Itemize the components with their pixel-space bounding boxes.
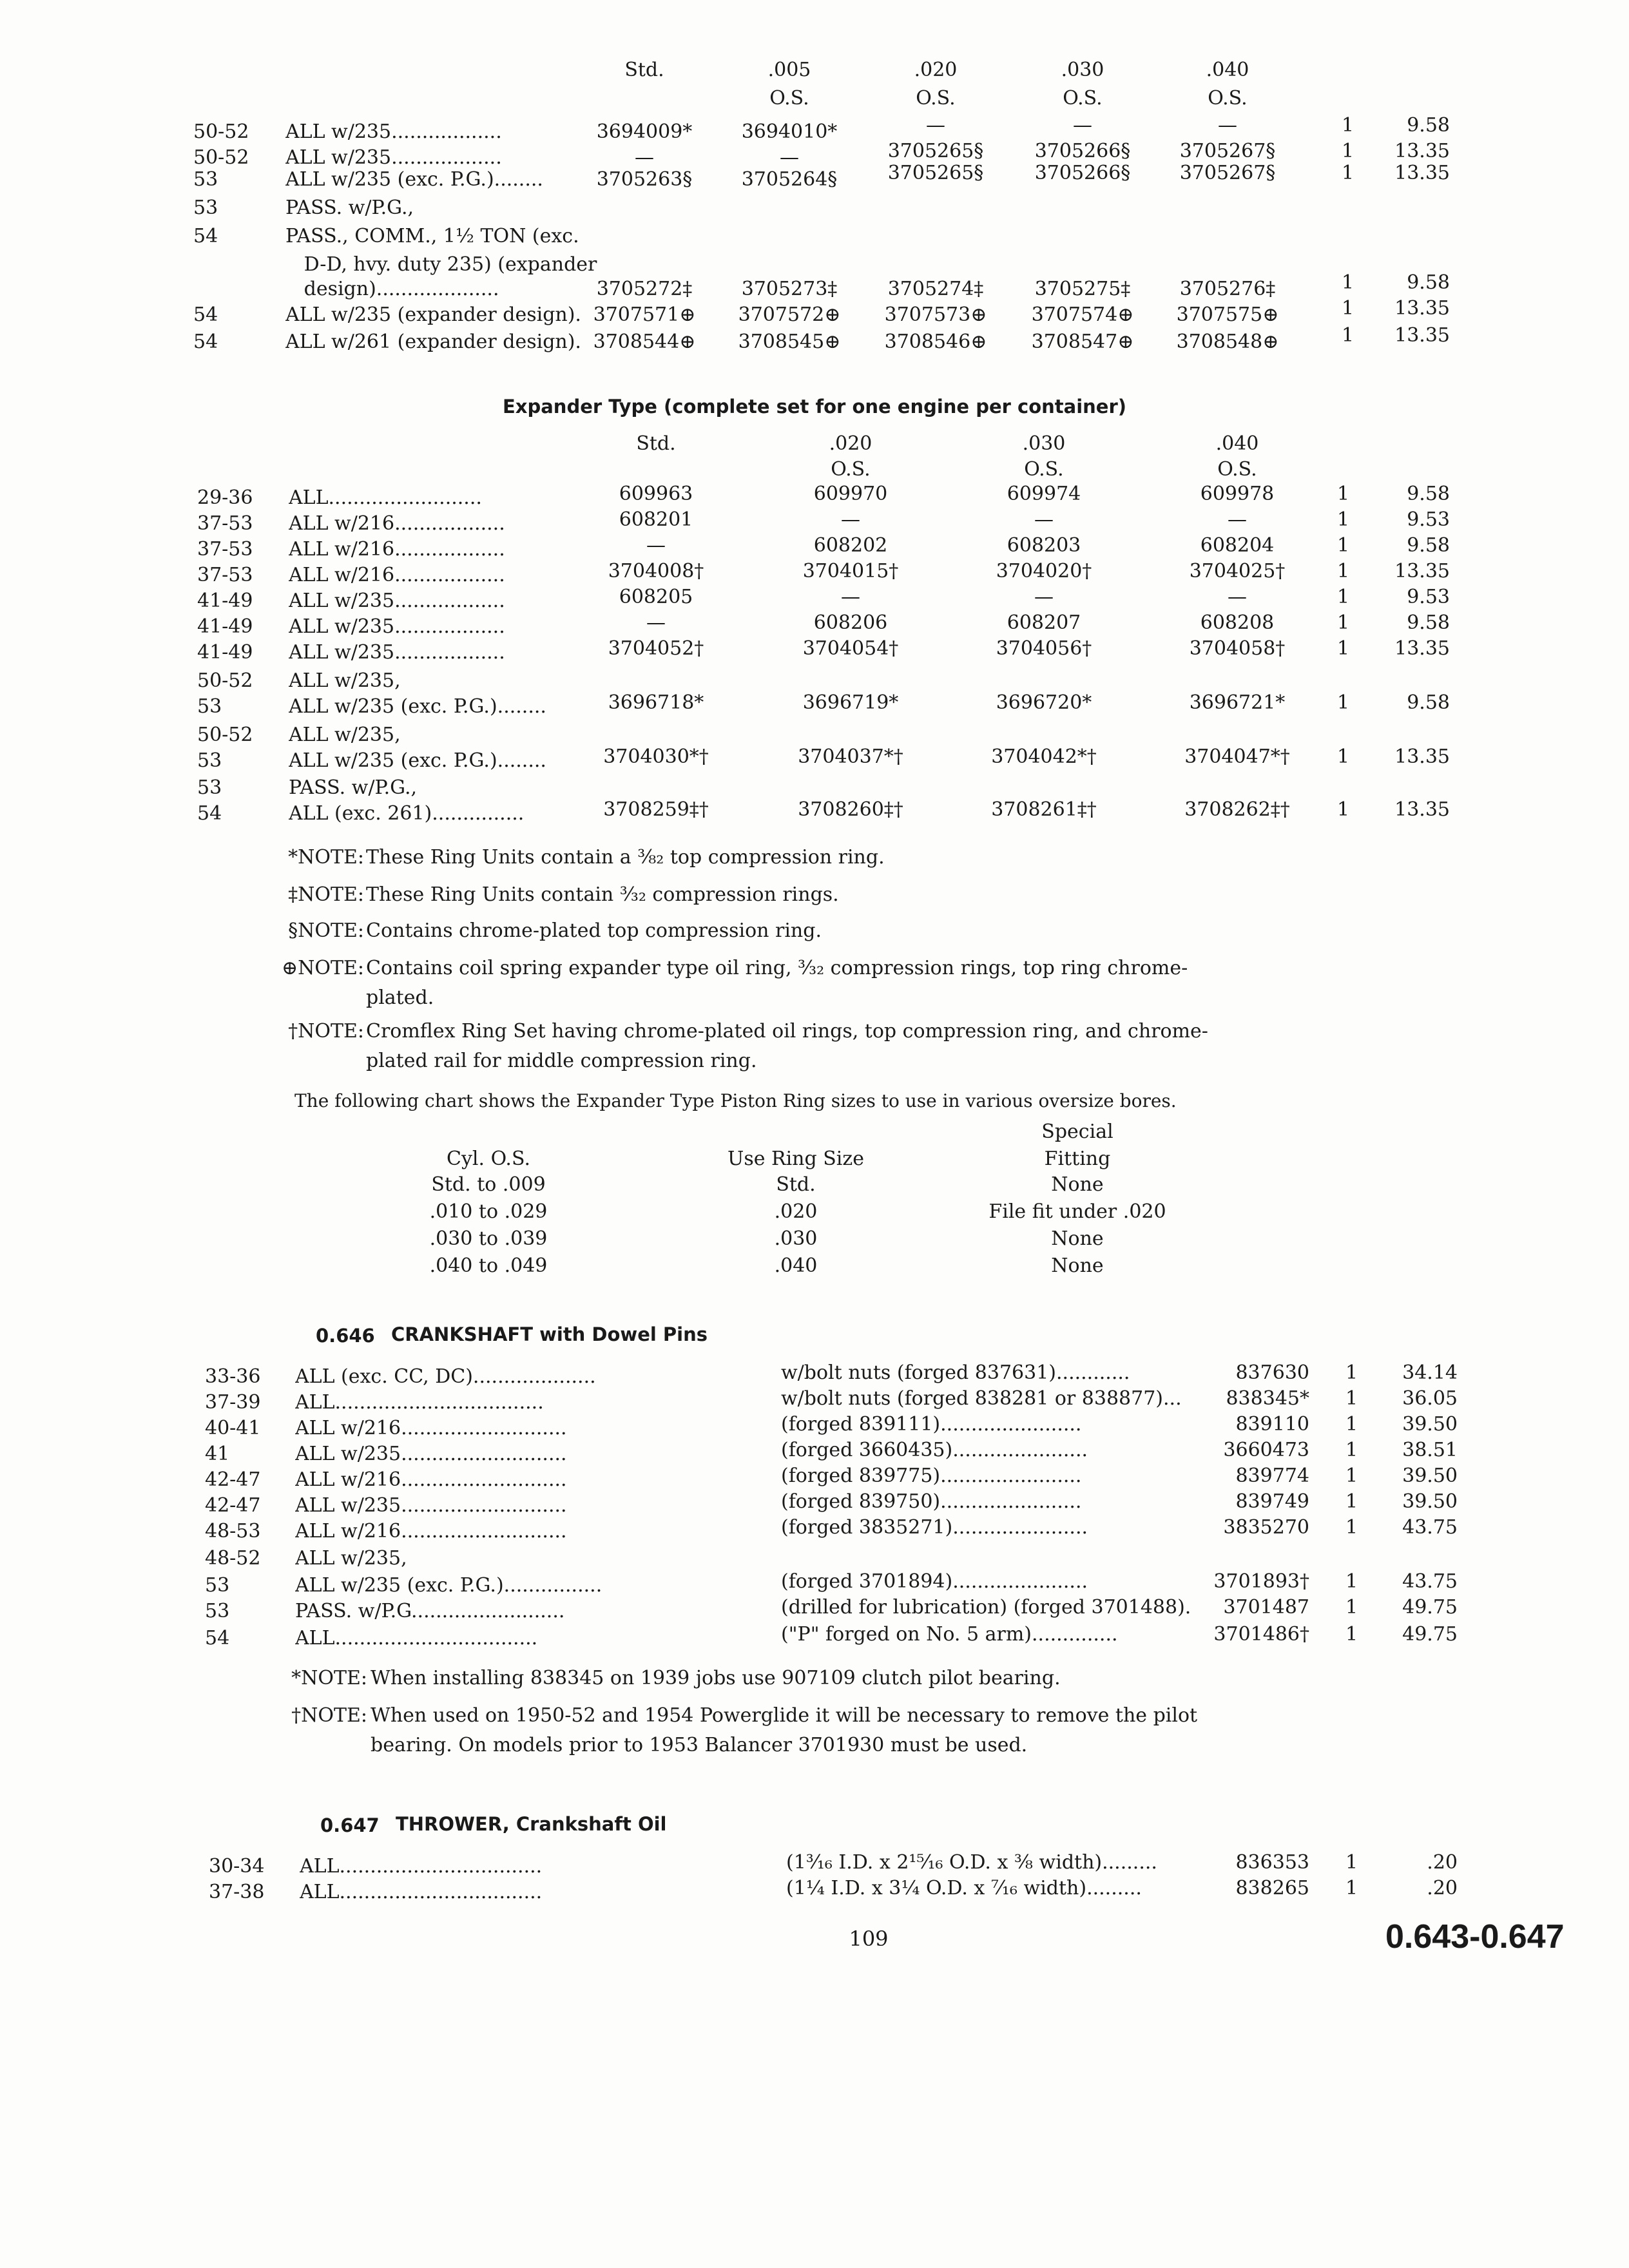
chart-cell: None <box>1051 1173 1104 1196</box>
s1-part-number: 3707573⊕ <box>884 303 987 326</box>
s1-part-number: 3707574⊕ <box>1031 303 1134 326</box>
s3-price: 38.51 <box>1402 1439 1458 1461</box>
s2-part-number: 3704052† <box>608 637 704 660</box>
s2-price: 9.58 <box>1407 691 1450 714</box>
s3-desc: ALL................................. <box>295 1628 538 1649</box>
s2-desc: ALL w/235.................. <box>289 642 505 664</box>
s2-price: 13.35 <box>1394 745 1450 768</box>
s2-desc: ALL w/216.................. <box>289 564 505 586</box>
s3-part-number: 3701893† <box>1213 1570 1309 1593</box>
s3-detail: ("P" forged on No. 5 arm).............. <box>781 1624 1118 1646</box>
section-code: 0.643-0.647 <box>1385 1918 1565 1956</box>
s2-qty: 1 <box>1337 508 1350 531</box>
s2-year: 53 <box>197 776 222 799</box>
s1-desc: ALL w/261 (expander design). <box>285 331 581 353</box>
s1-qty: 1 <box>1342 324 1354 347</box>
s2-year: 41-49 <box>197 641 253 664</box>
s1-price: 9.58 <box>1407 114 1450 137</box>
s1-desc: design).................... <box>285 278 499 300</box>
s3-note-text: bearing. On models prior to 1953 Balancer 3701930 must be used. <box>371 1734 1028 1756</box>
s4-qty: 1 <box>1345 1877 1358 1899</box>
s3-part-number: 3701486† <box>1213 1623 1309 1646</box>
s3-part-number: 839749 <box>1235 1490 1309 1513</box>
s2-note-text: Cromflex Ring Set having chrome-plated oil rings, top compression ring, and chrome- <box>366 1020 1208 1043</box>
s1-desc: ALL w/235 (expander design). <box>285 304 581 326</box>
s2-desc: ALL w/216.................. <box>289 539 505 561</box>
s4-price: .20 <box>1427 1877 1458 1899</box>
s1-part-number: 3705272‡ <box>596 278 693 300</box>
s3-note-text: When installing 838345 on 1939 jobs use 907109 clutch pilot bearing. <box>371 1667 1061 1689</box>
page-number: 109 <box>849 1927 889 1951</box>
s2-qty: 1 <box>1337 483 1350 505</box>
s2-desc: ALL w/235 (exc. P.G.)........ <box>289 696 546 718</box>
s3-qty: 1 <box>1345 1387 1358 1410</box>
s1-year: 54 <box>193 331 218 353</box>
s3-qty: 1 <box>1345 1623 1358 1646</box>
s2-note-key: †NOTE: <box>288 1020 364 1043</box>
s3-qty: 1 <box>1345 1490 1358 1513</box>
s2-note-key: ‡NOTE: <box>288 883 364 906</box>
s2-price: 9.58 <box>1407 611 1450 634</box>
chart-cell: None <box>1051 1254 1104 1277</box>
s3-year: 40-41 <box>205 1417 261 1439</box>
s2-note-text: Contains coil spring expander type oil ring, ³⁄₃₂ compression rings, top ring chrome- <box>366 957 1188 979</box>
s1-part-number: 3708546⊕ <box>884 331 987 353</box>
s1-year: 53 <box>193 168 218 191</box>
s1-col-header: .040 <box>1206 59 1249 81</box>
s1-part-number: — <box>1218 114 1237 137</box>
s2-col-header: .040 <box>1215 432 1259 455</box>
s3-part-number: 837630 <box>1235 1361 1309 1384</box>
s2-part-number: 3708259‡† <box>603 798 709 821</box>
s1-col-header: .020 <box>914 59 958 81</box>
s3-detail: (forged 3701894)...................... <box>781 1571 1088 1593</box>
s3-desc: ALL w/235........................... <box>295 1495 567 1517</box>
s1-part-number: 3708545⊕ <box>738 331 841 353</box>
s2-note-key: §NOTE: <box>288 919 364 942</box>
s1-qty: 1 <box>1342 271 1354 294</box>
chart-cell: File fit under .020 <box>988 1200 1166 1223</box>
s4-part-number: 838265 <box>1235 1877 1309 1899</box>
s2-part-number: — <box>1034 586 1054 608</box>
s3-price: 39.50 <box>1402 1465 1458 1487</box>
s1-part-number: 3705274‡ <box>887 278 984 300</box>
s2-part-number: 3704030*† <box>603 745 709 768</box>
s2-part-number: — <box>841 508 860 531</box>
s4-year: 37-38 <box>209 1881 265 1903</box>
s2-part-number: 3708262‡† <box>1184 798 1290 821</box>
s3-year: 41 <box>205 1443 230 1465</box>
s2-part-number: 3704042*† <box>991 745 1097 768</box>
s2-qty: 1 <box>1337 586 1350 608</box>
s3-year: 42-47 <box>205 1468 261 1491</box>
s3-price: 43.75 <box>1402 1570 1458 1593</box>
s2-qty: 1 <box>1337 745 1350 768</box>
s3-desc: ALL (exc. CC, DC).................... <box>295 1366 596 1388</box>
s2-part-number: 608208 <box>1200 611 1275 634</box>
s2-year: 41-49 <box>197 615 253 638</box>
s1-part-number: — <box>635 146 654 169</box>
s1-part-number: 3694009* <box>596 120 693 143</box>
s2-note-text: These Ring Units contain ³⁄₃₂ compression rings. <box>366 883 839 906</box>
s2-part-number: — <box>1228 508 1247 531</box>
s4-desc: ALL................................. <box>300 1881 543 1903</box>
s1-year: 54 <box>193 303 218 326</box>
s2-note-text: These Ring Units contain a ⅜₂ top compression ring. <box>366 846 885 869</box>
s1-qty: 1 <box>1342 114 1354 137</box>
s4-part-number: 836353 <box>1235 1851 1309 1874</box>
s3-detail: w/bolt nuts (forged 838281 or 838877)... <box>781 1388 1182 1410</box>
s3-part-number: 839774 <box>1235 1465 1309 1487</box>
s3-desc: ALL w/235........................... <box>295 1443 567 1465</box>
s2-note-text: plated rail for middle compression ring. <box>366 1050 757 1072</box>
s1-part-number: 3705266§ <box>1034 162 1131 184</box>
s2-part-number: 3704008† <box>608 560 704 582</box>
chart-cell: .040 <box>774 1254 818 1277</box>
s2-price: 9.58 <box>1407 534 1450 557</box>
s2-part-number: 608204 <box>1200 534 1275 557</box>
s4-year: 30-34 <box>209 1855 265 1878</box>
chart-cell: .030 to .039 <box>429 1227 548 1250</box>
s1-part-number: 3705276‡ <box>1179 278 1276 300</box>
s2-part-number: 3704020† <box>996 560 1092 582</box>
s2-col-header: O.S. <box>831 458 871 481</box>
s3-title: CRANKSHAFT with Dowel Pins <box>391 1323 708 1345</box>
chart-header: Fitting <box>1044 1148 1111 1170</box>
s2-col-header: .020 <box>829 432 872 455</box>
s2-price: 13.35 <box>1394 798 1450 821</box>
s2-desc: ALL w/235, <box>289 670 401 692</box>
s4-title: THROWER, Crankshaft Oil <box>396 1813 667 1835</box>
s1-col-header: O.S. <box>1063 87 1103 110</box>
s1-year: 54 <box>193 225 218 247</box>
s2-price: 13.35 <box>1394 560 1450 582</box>
s3-part-number: 3835270 <box>1223 1516 1309 1539</box>
s3-detail: (forged 839775)....................... <box>781 1465 1082 1487</box>
s1-col-header: O.S. <box>769 87 809 110</box>
s1-part-number: 3707575⊕ <box>1176 303 1279 326</box>
s2-note-text: plated. <box>366 986 434 1009</box>
s2-price: 9.53 <box>1407 508 1450 531</box>
s1-part-number: — <box>780 146 799 169</box>
chart-cell: .010 to .029 <box>429 1200 548 1223</box>
s2-part-number: 609963 <box>619 483 693 505</box>
s4-qty: 1 <box>1345 1851 1358 1874</box>
s2-part-number: 608207 <box>1007 611 1081 634</box>
s1-part-number: 3705273‡ <box>741 278 838 300</box>
s2-part-number: — <box>1228 586 1247 608</box>
s3-qty: 1 <box>1345 1570 1358 1593</box>
s3-desc: ALL w/216........................... <box>295 1418 567 1439</box>
s3-price: 34.14 <box>1402 1361 1458 1384</box>
s2-desc: ALL (exc. 261)............... <box>289 803 525 825</box>
s2-desc: ALL w/235.................. <box>289 590 505 612</box>
s2-desc: ALL w/235.................. <box>289 616 505 638</box>
s1-price: 13.35 <box>1394 162 1450 184</box>
s2-desc: ALL w/216.................. <box>289 513 505 535</box>
s2-col-header: O.S. <box>1024 458 1064 481</box>
s2-qty: 1 <box>1337 611 1350 634</box>
s2-year: 50-52 <box>197 669 253 692</box>
s3-note-key: †NOTE: <box>291 1704 367 1727</box>
s3-year: 54 <box>205 1627 230 1649</box>
s1-year: 50-52 <box>193 120 249 143</box>
s2-part-number: — <box>646 534 666 557</box>
s1-desc: ALL w/235.................. <box>285 121 502 143</box>
s3-price: 39.50 <box>1402 1490 1458 1513</box>
chart-cell: .030 <box>774 1227 818 1250</box>
s2-note-text: Contains chrome-plated top compression ring. <box>366 919 822 942</box>
s3-detail: (forged 839111)....................... <box>781 1414 1082 1436</box>
chart-header: Cyl. O.S. <box>447 1148 530 1170</box>
s3-desc: ALL.................................. <box>295 1392 544 1414</box>
s1-part-number: 3705265§ <box>887 162 984 184</box>
s2-part-number: 609974 <box>1007 483 1081 505</box>
s2-part-number: 3704037*† <box>798 745 903 768</box>
s3-part-number: 3660473 <box>1223 1439 1309 1461</box>
s2-note-key: *NOTE: <box>288 846 364 869</box>
s4-detail: (1³⁄₁₆ I.D. x 2¹⁵⁄₁₆ O.D. x ⅜ width)......... <box>786 1852 1157 1874</box>
s3-desc: PASS. w/P.G......................... <box>295 1600 565 1622</box>
s1-part-number: 3707571⊕ <box>593 303 696 326</box>
chart-cell: Std. <box>776 1173 816 1196</box>
s2-part-number: 608206 <box>813 611 888 634</box>
s2-year: 50-52 <box>197 724 253 746</box>
s2-year: 29-36 <box>197 486 253 509</box>
s1-part-number: 3705267§ <box>1179 140 1276 162</box>
s1-price: 9.58 <box>1407 271 1450 294</box>
s2-part-number: 3704025† <box>1189 560 1286 582</box>
s3-qty: 1 <box>1345 1413 1358 1436</box>
s2-desc: PASS. w/P.G., <box>289 777 418 799</box>
s3-desc: ALL w/216........................... <box>295 1469 567 1491</box>
s3-year: 48-53 <box>205 1520 261 1542</box>
s2-part-number: 3704054† <box>802 637 899 660</box>
s2-col-header: .030 <box>1022 432 1066 455</box>
s2-qty: 1 <box>1337 534 1350 557</box>
s2-part-number: 3704056† <box>996 637 1092 660</box>
s2-part-number: 3704015† <box>802 560 899 582</box>
s2-part-number: 608202 <box>813 534 888 557</box>
s1-desc: PASS. w/P.G., <box>285 197 414 219</box>
s1-part-number: 3705263§ <box>596 168 693 191</box>
s3-qty: 1 <box>1345 1439 1358 1461</box>
s2-part-number: 3704047*† <box>1184 745 1290 768</box>
s2-qty: 1 <box>1337 560 1350 582</box>
s2-price: 9.58 <box>1407 483 1450 505</box>
s3-part-number: 3701487 <box>1223 1596 1309 1619</box>
s3-detail: (forged 3660435)...................... <box>781 1439 1088 1461</box>
s2-desc: ALL......................... <box>289 487 482 509</box>
s2-price: 13.35 <box>1394 637 1450 660</box>
s3-detail: (drilled for lubrication) (forged 3701488). <box>781 1597 1191 1619</box>
s1-part-number: 3707572⊕ <box>738 303 841 326</box>
chart-cell: .040 to .049 <box>429 1254 548 1277</box>
chart-cell: .020 <box>774 1200 818 1223</box>
s2-qty: 1 <box>1337 798 1350 821</box>
s1-part-number: 3708547⊕ <box>1031 331 1134 353</box>
s3-year: 37-39 <box>205 1391 261 1414</box>
s2-part-number: 3708260‡† <box>798 798 903 821</box>
s2-part-number: 3696718* <box>608 691 704 714</box>
s3-price: 49.75 <box>1402 1623 1458 1646</box>
s4-price: .20 <box>1427 1851 1458 1874</box>
s1-part-number: — <box>1073 114 1092 137</box>
s1-part-number: 3708548⊕ <box>1176 331 1279 353</box>
s3-qty: 1 <box>1345 1465 1358 1487</box>
s3-year: 42-47 <box>205 1494 261 1517</box>
s3-year: 48-52 <box>205 1547 261 1570</box>
s3-qty: 1 <box>1345 1361 1358 1384</box>
s3-detail: (forged 839750)....................... <box>781 1491 1082 1513</box>
s1-part-number: — <box>926 114 945 137</box>
s2-col-header: Std. <box>636 432 676 455</box>
s1-col-header: Std. <box>624 59 664 81</box>
s2-year: 53 <box>197 695 222 718</box>
s3-price: 36.05 <box>1402 1387 1458 1410</box>
s1-part-number: 3705275‡ <box>1034 278 1131 300</box>
s3-qty: 1 <box>1345 1596 1358 1619</box>
s1-price: 13.35 <box>1394 140 1450 162</box>
s2-part-number: 608201 <box>619 508 693 531</box>
s3-part-number: 839110 <box>1235 1413 1309 1436</box>
s2-year: 54 <box>197 802 222 825</box>
s2-part-number: 3696721* <box>1189 691 1286 714</box>
s1-qty: 1 <box>1342 162 1354 184</box>
s3-qty: 1 <box>1345 1516 1358 1539</box>
s1-part-number: 3705267§ <box>1179 162 1276 184</box>
s3-part-number: 838345* <box>1226 1387 1309 1410</box>
s2-desc: ALL w/235, <box>289 724 401 746</box>
s2-part-number: 608205 <box>619 586 693 608</box>
s4-number: 0.647 <box>320 1814 380 1836</box>
s1-desc: D-D, hvy. duty 235) (expander <box>285 254 597 276</box>
s1-qty: 1 <box>1342 140 1354 162</box>
s3-year: 33-36 <box>205 1365 261 1388</box>
s3-price: 49.75 <box>1402 1596 1458 1619</box>
s2-year: 37-53 <box>197 538 253 561</box>
s2-year: 53 <box>197 749 222 772</box>
s2-part-number: 3704058† <box>1189 637 1286 660</box>
s3-price: 43.75 <box>1402 1516 1458 1539</box>
s2-col-header: O.S. <box>1217 458 1257 481</box>
s1-qty: 1 <box>1342 297 1354 320</box>
s1-price: 13.35 <box>1394 324 1450 347</box>
s3-year: 53 <box>205 1600 230 1622</box>
s3-detail: (forged 3835271)...................... <box>781 1517 1088 1539</box>
s1-year: 50-52 <box>193 146 249 169</box>
s1-price: 13.35 <box>1394 297 1450 320</box>
s1-col-header: O.S. <box>916 87 956 110</box>
s3-desc: ALL w/235, <box>295 1548 407 1570</box>
s2-title: Expander Type (complete set for one engine per container) <box>502 396 1127 418</box>
s2-qty: 1 <box>1337 691 1350 714</box>
s3-desc: ALL w/216........................... <box>295 1521 567 1542</box>
s1-year: 53 <box>193 197 218 219</box>
s1-part-number: 3705264§ <box>741 168 838 191</box>
s1-part-number: 3708544⊕ <box>593 331 696 353</box>
s1-desc: PASS., COMM., 1½ TON (exc. <box>285 226 579 247</box>
s2-part-number: 609978 <box>1200 483 1275 505</box>
s2-note-key: ⊕NOTE: <box>282 957 364 979</box>
s2-part-number: 609970 <box>813 483 888 505</box>
s1-part-number: 3694010* <box>741 120 838 143</box>
s1-desc: ALL w/235 (exc. P.G.)........ <box>285 169 543 191</box>
chart-header: Special <box>1041 1120 1113 1143</box>
chart-cell: Std. to .009 <box>431 1173 546 1196</box>
s3-desc: ALL w/235 (exc. P.G.)................ <box>295 1575 602 1597</box>
s3-year: 53 <box>205 1574 230 1597</box>
s2-chart-intro: The following chart shows the Expander Type Piston Ring sizes to use in various oversize bores. <box>294 1090 1177 1111</box>
s2-part-number: — <box>841 586 860 608</box>
s2-price: 9.53 <box>1407 586 1450 608</box>
s3-note-text: When used on 1950-52 and 1954 Powerglide it will be necessary to remove the pilot <box>371 1704 1198 1727</box>
s2-part-number: — <box>1034 508 1054 531</box>
s2-part-number: 608203 <box>1007 534 1081 557</box>
s3-price: 39.50 <box>1402 1413 1458 1436</box>
s4-detail: (1¼ I.D. x 3¼ O.D. x ⁷⁄₁₆ width)......... <box>786 1878 1142 1899</box>
s3-number: 0.646 <box>316 1325 375 1347</box>
s1-col-header: .005 <box>767 59 811 81</box>
s2-year: 37-53 <box>197 512 253 535</box>
chart-header: Use Ring Size <box>728 1148 864 1170</box>
s1-part-number: 3705266§ <box>1034 140 1131 162</box>
s1-part-number: 3705265§ <box>887 140 984 162</box>
s2-part-number: — <box>646 611 666 634</box>
s1-desc: ALL w/235.................. <box>285 147 502 169</box>
s2-qty: 1 <box>1337 637 1350 660</box>
s2-year: 37-53 <box>197 564 253 586</box>
s1-col-header: O.S. <box>1208 87 1248 110</box>
s2-part-number: 3708261‡† <box>991 798 1097 821</box>
s2-part-number: 3696719* <box>802 691 899 714</box>
chart-cell: None <box>1051 1227 1104 1250</box>
s2-year: 41-49 <box>197 590 253 612</box>
s3-detail: w/bolt nuts (forged 837631)............ <box>781 1362 1130 1384</box>
s3-note-key: *NOTE: <box>291 1667 367 1689</box>
s2-part-number: 3696720* <box>996 691 1092 714</box>
s2-desc: ALL w/235 (exc. P.G.)........ <box>289 750 546 772</box>
s4-desc: ALL................................. <box>300 1856 543 1878</box>
s1-col-header: .030 <box>1061 59 1104 81</box>
